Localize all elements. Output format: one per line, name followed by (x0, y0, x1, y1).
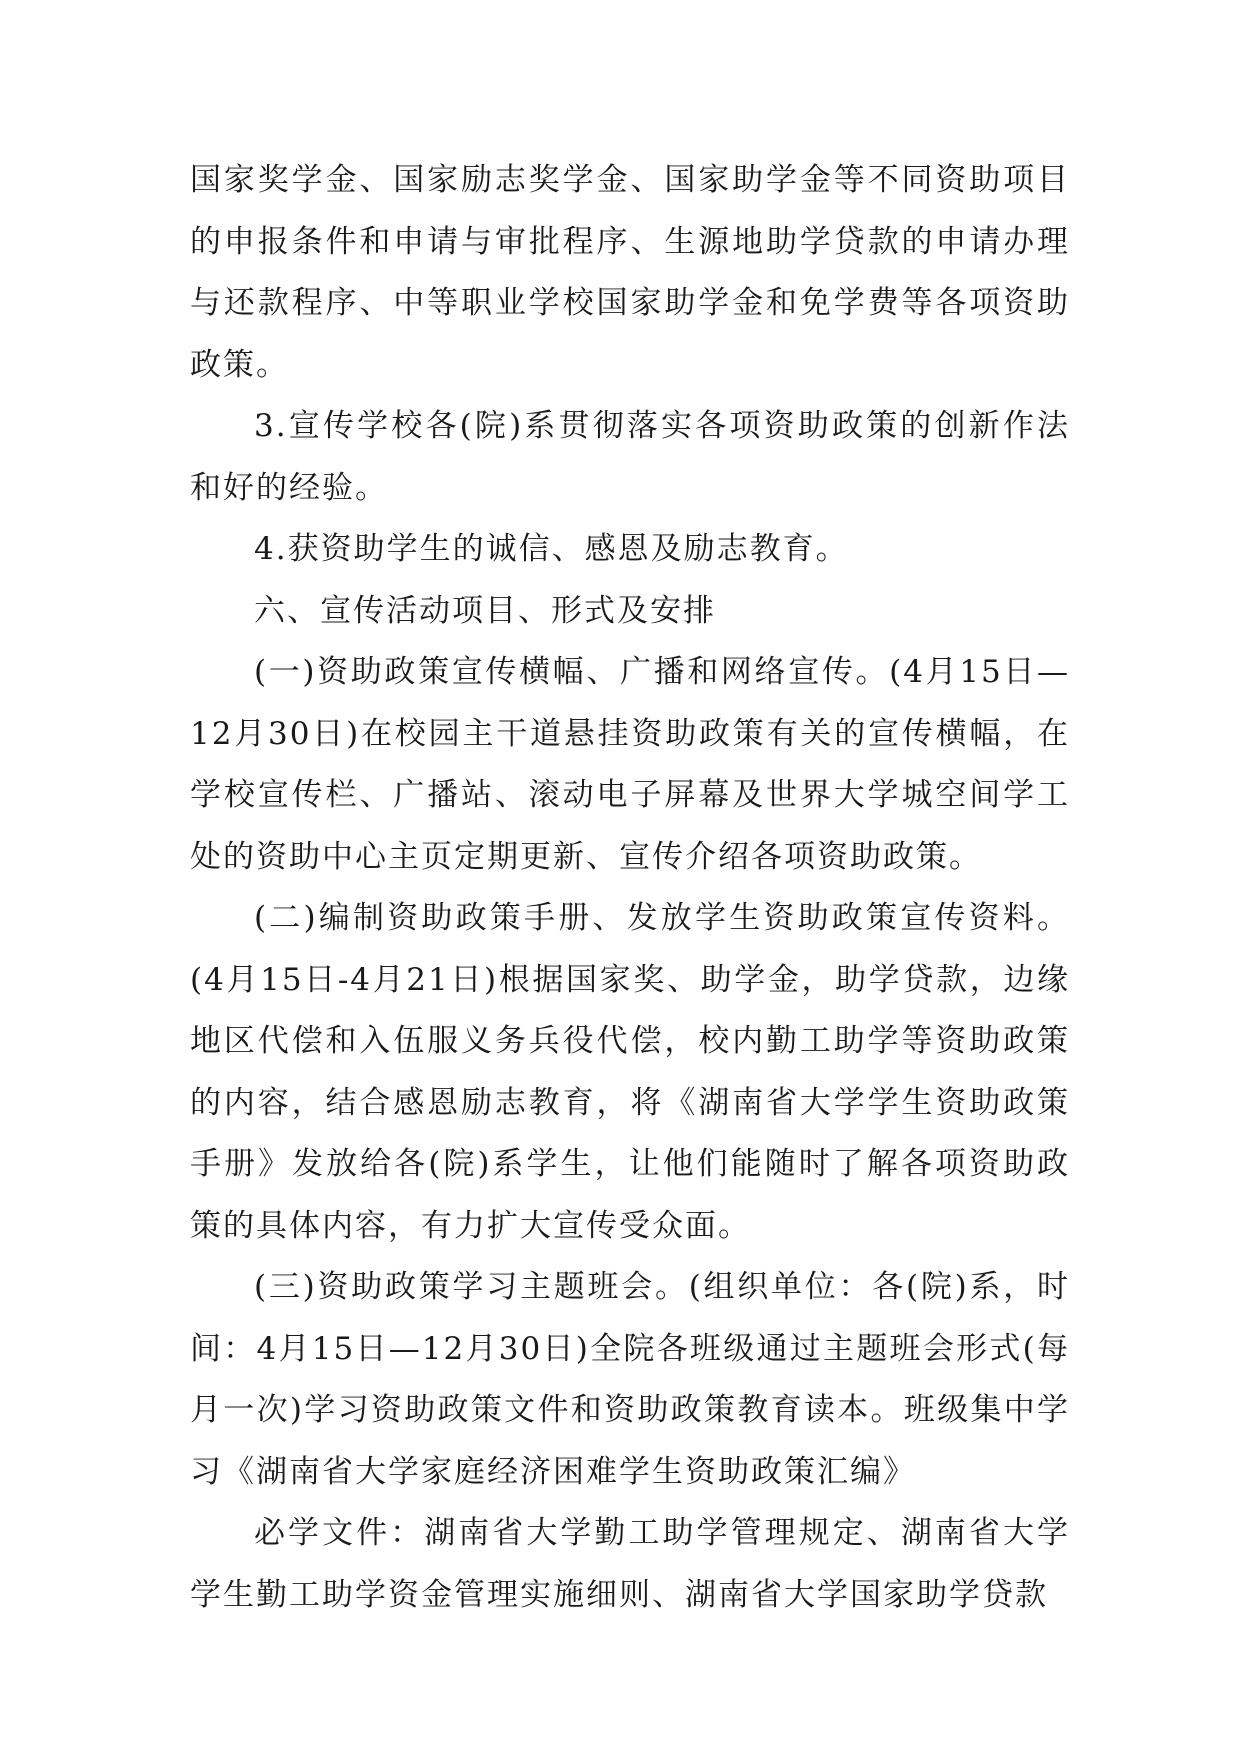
paragraph-activity-2: (二)编制资助政策手册、发放学生资助政策宣传资料。(4月15日-4月21日)根据国家奖、助学金，助学贷款，边缘地区代偿和入伍服义务兵役代偿，校内勤工助学等资助政策的内容，结合感恩励志教育，将《湖南省大学学生资助政策手册》发放给各(院)系学生，让他们能随时了解各项资助政策的具体内容，有力扩大宣传受众面。 (190, 900, 1070, 1244)
section-heading-6: 六、宣传活动项目、形式及安排 (254, 592, 716, 629)
paragraph-item-3: 3.宣传学校各(院)系贯彻落实各项资助政策的创新作法和好的经验。 (190, 408, 1070, 506)
paragraph-policy-items: 国家奖学金、国家励志奖学金、国家助学金等不同资助项目的申报条件和申请与审批程序、生源地助学贷款的申请办理与还款程序、中等职业学校国家助学金和免学费等各项资助政策。 (190, 162, 1070, 383)
paragraph-activity-3: (三)资助政策学习主题班会。(组织单位：各(院)系，时间：4月15日—12月30日)全院各班级通过主题班会形式(每月一次)学习资助政策文件和资助政策教育读本。班级集中学习《湖南省大学家庭经济困难学生资助政策汇编》 (190, 1269, 1070, 1490)
document-page (190, 150, 1070, 1626)
paragraph-activity-1: (一)资助政策宣传横幅、广播和网络宣传。(4月15日—12月30日)在校园主干道悬挂资助政策有关的宣传横幅，在学校宣传栏、广播站、滚动电子屏幕及世界大学城空间学工处的资助中心主页定期更新、宣传介绍各项资助政策。 (190, 654, 1070, 875)
paragraph-item-4: 4.获资助学生的诚信、感恩及励志教育。 (254, 531, 849, 567)
paragraph-required-documents: 必学文件：湖南省大学勤工助学管理规定、湖南省大学学生勤工助学资金管理实施细则、湖南省大学国家助学贷款 (190, 1515, 1070, 1613)
